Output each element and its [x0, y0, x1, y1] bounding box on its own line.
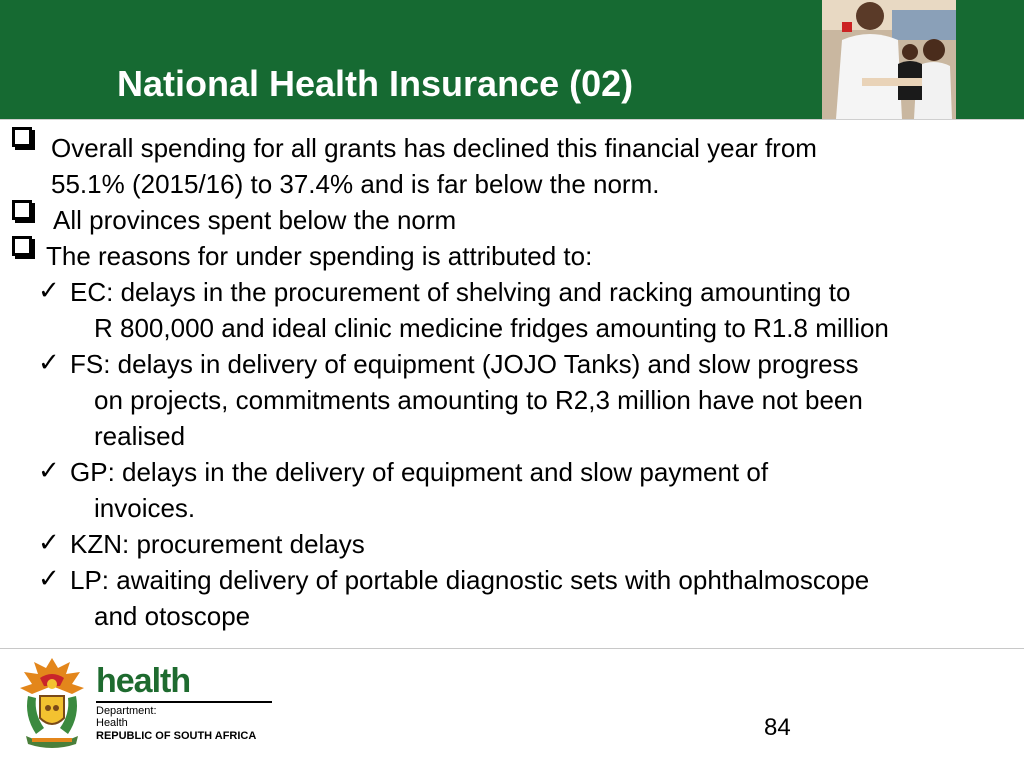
sub-bullet-lp-line-1: LP: awaiting delivery of portable diagnostic sets with ophthalmoscope	[70, 565, 870, 595]
sub-bullet-kzn-line-1: KZN: procurement delays	[70, 529, 365, 559]
slide-title: National Health Insurance (02)	[117, 63, 634, 104]
bullet-1-line-1: Overall spending for all grants has declined this financial year from	[51, 133, 817, 163]
sub-bullet-ec-line-1: EC: delays in the procurement of shelving and racking amounting to	[70, 277, 851, 307]
checkmark-icon: ✓	[38, 347, 60, 377]
checkmark-icon: ✓	[38, 527, 60, 557]
sub-bullet-fs-line-3: realised	[94, 421, 186, 451]
bullet-2-line-1: All provinces spent below the norm	[53, 205, 457, 235]
sub-bullet-fs-line-1: FS: delays in delivery of equipment (JOJO Tanks) and slow progress	[70, 349, 859, 379]
checkmark-icon: ✓	[38, 275, 60, 305]
bullet-1-line-2: 55.1% (2015/16) to 37.4% and is far below the norm.	[51, 169, 660, 199]
coat-of-arms-icon	[18, 656, 86, 750]
footer-separator	[0, 648, 1024, 649]
department-name: Health	[96, 717, 128, 729]
sub-bullet-lp-line-2: and otoscope	[94, 601, 251, 631]
sub-bullet-ec-line-2: R 800,000 and ideal clinic medicine fridges amounting to R1.8 million	[94, 313, 889, 343]
header-photo	[822, 0, 956, 119]
bullet-3-line-1: The reasons for under spending is attributed to:	[46, 241, 593, 271]
checkmark-icon: ✓	[38, 455, 60, 485]
sub-bullet-gp-line-1: GP: delays in the delivery of equipment and slow payment of	[70, 457, 769, 487]
sub-bullet-fs-line-2: on projects, commitments amounting to R2,3 million have not been	[94, 385, 863, 415]
page-number: 84	[764, 714, 791, 741]
square-bullet-icon	[12, 200, 32, 220]
health-logo-text: health	[96, 662, 191, 700]
square-bullet-icon	[12, 236, 32, 256]
country-name: REPUBLIC OF SOUTH AFRICA	[96, 730, 257, 742]
square-bullet-icon	[12, 127, 32, 147]
header-separator	[0, 119, 1024, 120]
sub-bullet-gp-line-2: invoices.	[94, 493, 196, 523]
checkmark-icon: ✓	[38, 563, 60, 593]
logo-divider	[96, 701, 272, 703]
department-label: Department:	[96, 705, 157, 717]
